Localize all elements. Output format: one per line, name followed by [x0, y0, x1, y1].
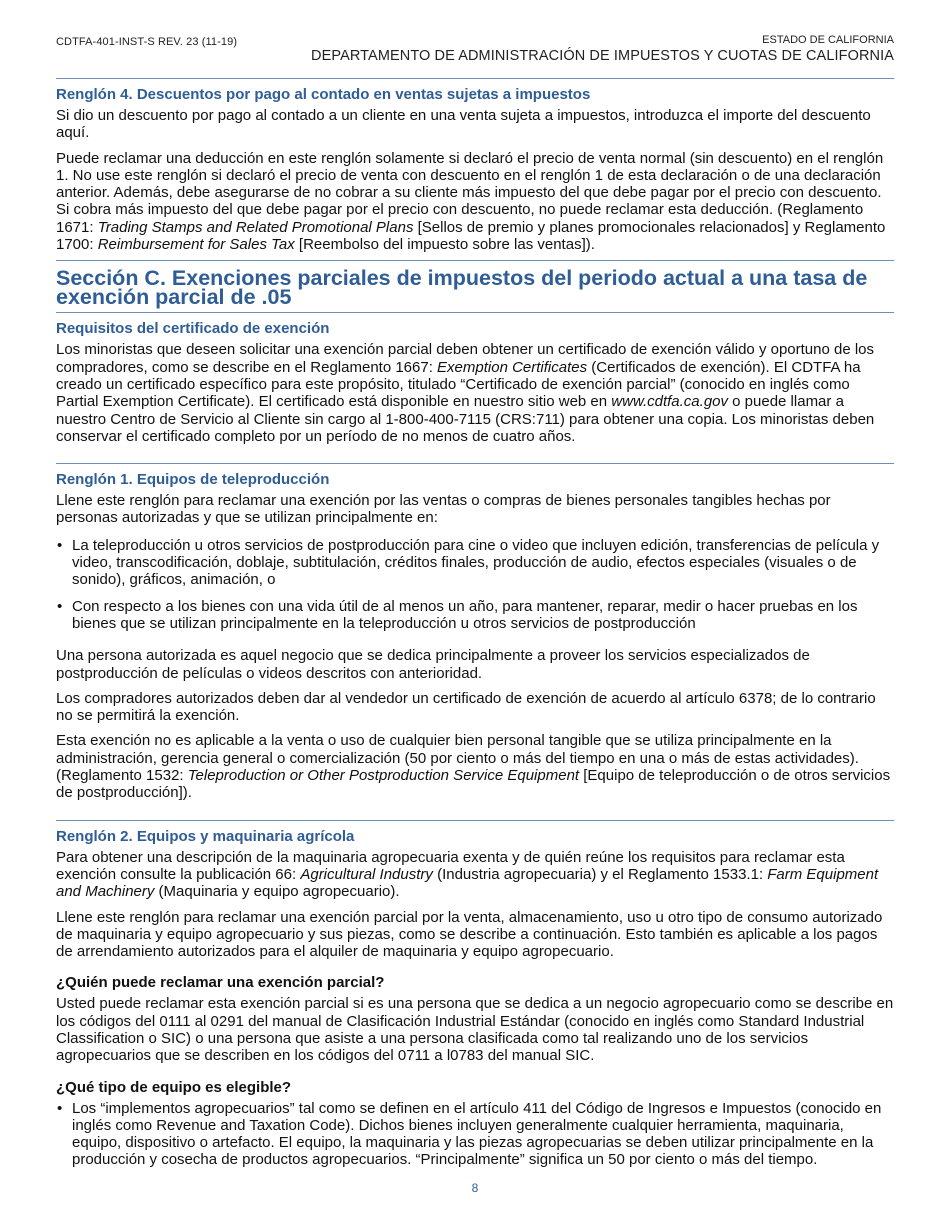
header-divider [56, 78, 894, 79]
cert-paragraph: Los minoristas que deseen solicitar una exención parcial deben obtener un certificado de exención válido y oportuno de los compradores, como se describe en el Reglamento 1667: Exemption Certificates (Certificados de exención). El CDTFA ha creado un certificado específico para este propósito, titulado “Certificado de exención parcial” (conocido en inglés como Partial Exemption Certificate). El certificado está disponible en nuestro sitio web en www.cdtfa.ca.gov o puede llamar a nuestro Centro de Servicio al Cliente sin cargo al 1-800-400-7115 (CRS:711) para obtener una copia. Los minoristas deben conservar el certificado completo por un período de no menos de cuatro años. [56, 341, 875, 445]
certificate-requirements [56, 320, 894, 445]
page-number: 8 [471, 1181, 479, 1195]
line1-heading: Renglón 1. Equipos de teleproducción [56, 471, 330, 489]
section-divider [56, 463, 894, 464]
line2-paragraph-2: Llene este renglón para reclamar una exención parcial por la venta, almacenamiento, uso u otro tipo de consumo autorizado de maquinaria y equipo agropecuario y sus piezas, como se describe a continuación. Esto también es aplicable a los pagos de arrendamiento autorizados para el alquiler de maquinaria y equipo agropecuario. [56, 908, 883, 961]
section-c-title: Sección C. Exenciones parciales de impuestos del periodo actual a una tasa de exención parcial de .05 [56, 266, 868, 310]
line1-intro: Llene este renglón para reclamar una exención por las ventas o compras de bienes personales tangibles hechas por personas autorizadas y que se utilizan principalmente en: [56, 492, 831, 527]
line1-paragraph-2: Una persona autorizada es aquel negocio que se dedica principalmente a proveer los servicios especializados de postproducción de películas o videos descritos con anterioridad. [56, 647, 810, 682]
line4-paragraph: Si dio un descuento por pago al contado a un cliente en una venta sujeta a impuestos, introduzca el importe del descuento aquí. [56, 107, 871, 142]
line4-heading: Renglón 4. Descuentos por pago al contado en ventas sujetas a impuestos [56, 86, 591, 103]
document-page [56, 34, 894, 1169]
cert-heading: Requisitos del certificado de exención [56, 320, 330, 338]
department-name: DEPARTAMENTO DE ADMINISTRACIÓN DE IMPUESTOS Y CUOTAS DE CALIFORNIA [311, 48, 894, 64]
list-item: • Con respecto a los bienes con una vida útil de al menos un año, para mantener, reparar, medir o hacer pruebas en los bienes que se utilizan principalmente en la teleproducción u otros servicios de postproducción [56, 598, 894, 633]
section-divider [56, 820, 894, 821]
line1-section [56, 471, 894, 801]
page-header [56, 34, 894, 78]
state-name: ESTADO DE CALIFORNIA [762, 34, 894, 46]
form-id: CDTFA-401-INST-S REV. 23 (11-19) [56, 36, 238, 48]
line1-bullets [56, 537, 894, 632]
who-can-claim-heading: ¿Quién puede reclamar una exención parcial? [56, 974, 385, 992]
line2-section [56, 828, 894, 1169]
line4-paragraph-2: Puede reclamar una deducción en este renglón solamente si declaró el precio de venta normal (sin descuento) en el renglón 1. No use este renglón si declaró el precio de venta con descuento en el renglón 1 de esta declaración o de una declaración anterior. Además, debe asegurarse de no cobrar a su cliente más impuesto del que debe pagar por el precio con descuento. Si cobra más impuesto del que debe pagar por el precio con descuento, no puede reclamar esta deducción. (Reglamento 1671: Trading Stamps and Related Promotional Plans [Sellos de premio y planes promocionales relacionados] y Reglamento 1700: Reimbursement for Sales Tax [Reembolso del impuesto sobre las ventas]). [56, 149, 886, 254]
line1-paragraph-4: Esta exención no es aplicable a la venta o uso de cualquier bien personal tangible que se utiliza principalmente en la administración, gerencia general o comercialización (50 por ciento o más del tiempo en una o más de estas actividades). (Reglamento 1532: Teleproduction or Other Postproduction Service Equipment [Equipo de teleproducción o de otros servicios de postproducción]). [56, 732, 891, 802]
list-item: • La teleproducción u otros servicios de postproducción para cine o video que incluyen edición, transferencias de película y video, transcodificación, doblaje, subtitulación, créditos finales, producción de audio, efectos especiales (visuales o de sonido), gráficos, animación, o [56, 537, 894, 589]
line4-section [56, 86, 894, 253]
line2-heading: Renglón 2. Equipos y maquinaria agrícola [56, 827, 355, 845]
line2-paragraph-1: Para obtener una descripción de la maquinaria agropecuaria exenta y de quién reúne los requisitos para reclamar esta exención consulte la publicación 66: Agricultural Industry (Industria agropecuaria) y el Reglamento 1533.1: Farm Equipment and Machinery (Maquinaria y equipo agropecuario). [56, 848, 879, 901]
eligible-equipment-heading: ¿Qué tipo de equipo es elegible? [56, 1078, 292, 1096]
section-divider [56, 260, 894, 261]
website-link[interactable]: www.cdtfa.ca.gov [611, 393, 728, 411]
eligible-equipment-list [56, 1100, 894, 1169]
who-can-claim-text: Usted puede reclamar esta exención parcial si es una persona que se dedica a un negocio agropecuario como se describe en los códigos del 0111 al 0291 del manual de Clasificación Industrial Estándar (conocido en inglés como Standard Industrial Classification o SIC) o una persona que asiste a una persona clasificada como tal realizando uno de los servicios agropecuarios que se describen en los códigos del 0711 a l0783 del manual SIC. [56, 995, 894, 1065]
list-item: • Los “implementos agropecuarios” tal como se definen en el artículo 411 del Código de Ingresos e Impuestos (conocido en inglés como Revenue and Taxation Code). Dichos bienes incluyen generalmente cualquier herramienta, maquinaria, equipo, dispositivo o artefacto. El equipo, la maquinaria y las piezas agropecuarias se deben utilizar principalmente en la producción y cosecha de productos agropecuarios. “Principalmente” significa un 50 por ciento o más del tiempo. [56, 1100, 894, 1169]
line1-paragraph-3: Los compradores autorizados deben dar al vendedor un certificado de exención de acuerdo al artículo 6378; de lo contrario no se permitirá la exención. [56, 689, 876, 725]
section-divider [56, 312, 894, 313]
